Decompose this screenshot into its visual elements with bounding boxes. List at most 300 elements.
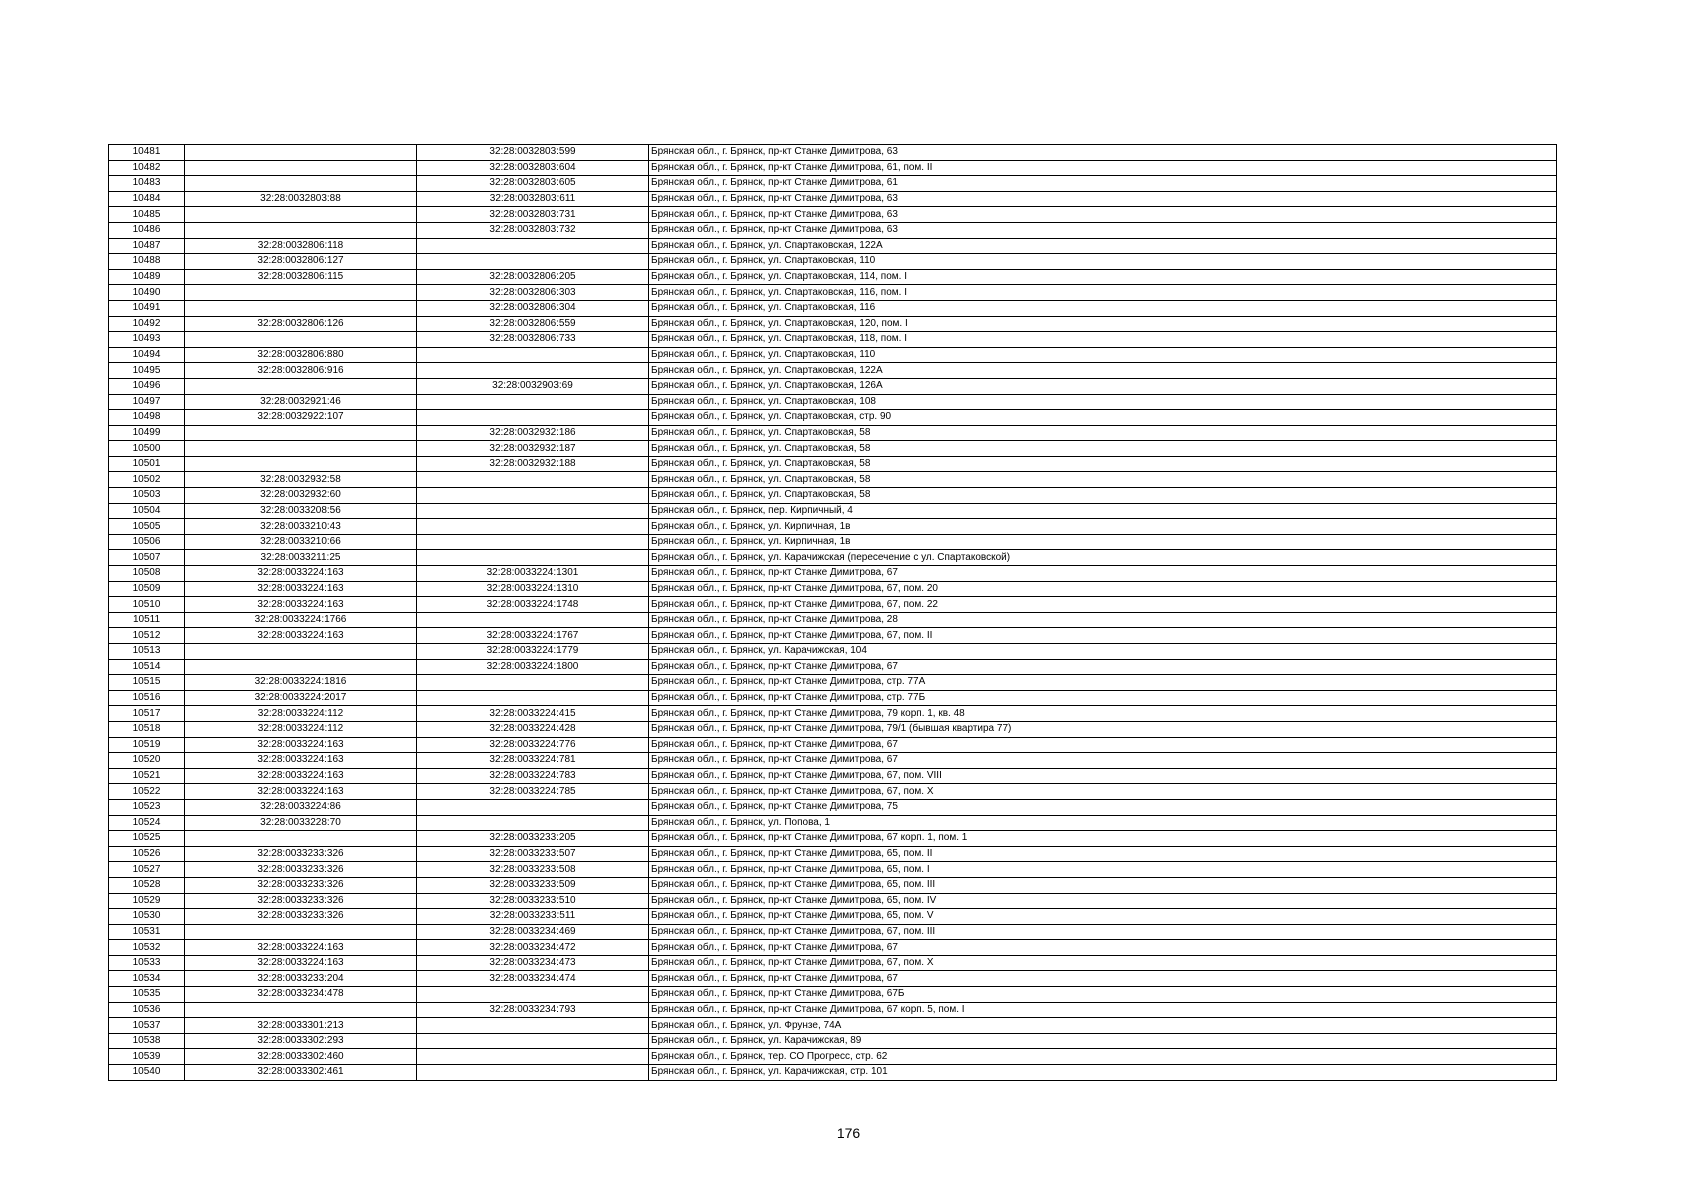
address-cell: Брянская обл., г. Брянск, пр-кт Станке Димитрова, 67 [649, 659, 1557, 675]
table-row [109, 378, 1557, 394]
object-cadastral-number-cell: 32:28:0033224:776 [417, 737, 649, 753]
table-row [109, 753, 1557, 769]
table-row [109, 612, 1557, 628]
object-cadastral-number-cell: 32:28:0033224:1779 [417, 644, 649, 660]
object-cadastral-number-cell: 32:28:0033234:793 [417, 1002, 649, 1018]
parcel-cadastral-number-cell: 32:28:0032921:46 [185, 394, 417, 410]
parcel-cadastral-number-cell: 32:28:0033233:204 [185, 971, 417, 987]
table-row [109, 410, 1557, 426]
table-row [109, 300, 1557, 316]
row-number-cell: 10490 [109, 285, 185, 301]
parcel-cadastral-number-cell [185, 285, 417, 301]
parcel-cadastral-number-cell: 32:28:0033224:163 [185, 581, 417, 597]
address-cell: Брянская обл., г. Брянск, пр-кт Станке Димитрова, 63 [649, 222, 1557, 238]
object-cadastral-number-cell: 32:28:0033233:510 [417, 893, 649, 909]
parcel-cadastral-number-cell [185, 300, 417, 316]
parcel-cadastral-number-cell: 32:28:0033211:25 [185, 550, 417, 566]
address-cell: Брянская обл., г. Брянск, ул. Кирпичная, 1в [649, 519, 1557, 535]
parcel-cadastral-number-cell: 32:28:0033210:43 [185, 519, 417, 535]
row-number-cell: 10493 [109, 332, 185, 348]
parcel-cadastral-number-cell: 32:28:0033234:478 [185, 987, 417, 1003]
table-row [109, 347, 1557, 363]
parcel-cadastral-number-cell [185, 1002, 417, 1018]
table-row [109, 784, 1557, 800]
parcel-cadastral-number-cell: 32:28:0033224:163 [185, 566, 417, 582]
address-cell: Брянская обл., г. Брянск, ул. Спартаковская, 122А [649, 363, 1557, 379]
address-cell: Брянская обл., г. Брянск, ул. Спартаковская, 58 [649, 456, 1557, 472]
object-cadastral-number-cell: 32:28:0033224:1800 [417, 659, 649, 675]
parcel-cadastral-number-cell [185, 222, 417, 238]
address-cell: Брянская обл., г. Брянск, пр-кт Станке Димитрова, 65, пом. I [649, 862, 1557, 878]
object-cadastral-number-cell: 32:28:0033233:509 [417, 877, 649, 893]
address-cell: Брянская обл., г. Брянск, ул. Спартаковская, 110 [649, 347, 1557, 363]
address-cell: Брянская обл., г. Брянск, ул. Попова, 1 [649, 815, 1557, 831]
parcel-cadastral-number-cell: 32:28:0033224:163 [185, 628, 417, 644]
parcel-cadastral-number-cell: 32:28:0033302:461 [185, 1065, 417, 1081]
address-cell: Брянская обл., г. Брянск, ул. Карачижская, стр. 101 [649, 1065, 1557, 1081]
table-row [109, 145, 1557, 161]
address-cell: Брянская обл., г. Брянск, пр-кт Станке Димитрова, 67 [649, 753, 1557, 769]
object-cadastral-number-cell [417, 550, 649, 566]
table-row [109, 254, 1557, 270]
row-number-cell: 10538 [109, 1033, 185, 1049]
object-cadastral-number-cell: 32:28:0033233:507 [417, 846, 649, 862]
object-cadastral-number-cell [417, 1049, 649, 1065]
row-number-cell: 10517 [109, 706, 185, 722]
row-number-cell: 10530 [109, 909, 185, 925]
address-cell: Брянская обл., г. Брянск, ул. Спартаковская, 58 [649, 441, 1557, 457]
table-row [109, 176, 1557, 192]
address-cell: Брянская обл., г. Брянск, ул. Спартаковская, 58 [649, 488, 1557, 504]
row-number-cell: 10497 [109, 394, 185, 410]
row-number-cell: 10505 [109, 519, 185, 535]
row-number-cell: 10528 [109, 877, 185, 893]
address-cell: Брянская обл., г. Брянск, пер. Кирпичный, 4 [649, 503, 1557, 519]
object-cadastral-number-cell [417, 815, 649, 831]
table-row [109, 987, 1557, 1003]
table-row [109, 628, 1557, 644]
table-row [109, 644, 1557, 660]
parcel-cadastral-number-cell [185, 924, 417, 940]
row-number-cell: 10487 [109, 238, 185, 254]
address-cell: Брянская обл., г. Брянск, ул. Фрунзе, 74А [649, 1018, 1557, 1034]
object-cadastral-number-cell [417, 347, 649, 363]
address-cell: Брянская обл., г. Брянск, пр-кт Станке Димитрова, стр. 77Б [649, 690, 1557, 706]
table-row [109, 581, 1557, 597]
parcel-cadastral-number-cell: 32:28:0032932:60 [185, 488, 417, 504]
object-cadastral-number-cell [417, 675, 649, 691]
parcel-cadastral-number-cell [185, 207, 417, 223]
table-row [109, 394, 1557, 410]
address-cell: Брянская обл., г. Брянск, ул. Карачижская, 104 [649, 644, 1557, 660]
cadastral-table [108, 144, 1557, 1081]
table-row [109, 706, 1557, 722]
address-cell: Брянская обл., г. Брянск, ул. Спартаковская, 58 [649, 425, 1557, 441]
row-number-cell: 10499 [109, 425, 185, 441]
table-row [109, 690, 1557, 706]
row-number-cell: 10531 [109, 924, 185, 940]
address-cell: Брянская обл., г. Брянск, ул. Спартаковская, 118, пом. I [649, 332, 1557, 348]
table-row [109, 550, 1557, 566]
address-cell: Брянская обл., г. Брянск, пр-кт Станке Димитрова, 61 [649, 176, 1557, 192]
row-number-cell: 10504 [109, 503, 185, 519]
row-number-cell: 10536 [109, 1002, 185, 1018]
table-row [109, 940, 1557, 956]
table-row [109, 862, 1557, 878]
table-row [109, 659, 1557, 675]
parcel-cadastral-number-cell: 32:28:0033224:163 [185, 768, 417, 784]
parcel-cadastral-number-cell [185, 176, 417, 192]
parcel-cadastral-number-cell [185, 160, 417, 176]
address-cell: Брянская обл., г. Брянск, пр-кт Станке Димитрова, 67, пом. 20 [649, 581, 1557, 597]
table-row [109, 519, 1557, 535]
row-number-cell: 10525 [109, 831, 185, 847]
object-cadastral-number-cell [417, 410, 649, 426]
address-cell: Брянская обл., г. Брянск, пр-кт Станке Димитрова, 67 [649, 971, 1557, 987]
parcel-cadastral-number-cell [185, 145, 417, 161]
table-row [109, 238, 1557, 254]
object-cadastral-number-cell [417, 534, 649, 550]
parcel-cadastral-number-cell: 32:28:0033224:112 [185, 721, 417, 737]
parcel-cadastral-number-cell: 32:28:0033233:326 [185, 893, 417, 909]
row-number-cell: 10537 [109, 1018, 185, 1034]
address-cell: Брянская обл., г. Брянск, ул. Карачижская (пересечение с ул. Спартаковской) [649, 550, 1557, 566]
address-cell: Брянская обл., г. Брянск, ул. Спартаковская, 108 [649, 394, 1557, 410]
object-cadastral-number-cell: 32:28:0032803:732 [417, 222, 649, 238]
table-row [109, 877, 1557, 893]
parcel-cadastral-number-cell [185, 831, 417, 847]
address-cell: Брянская обл., г. Брянск, пр-кт Станке Димитрова, 79 корп. 1, кв. 48 [649, 706, 1557, 722]
parcel-cadastral-number-cell [185, 644, 417, 660]
row-number-cell: 10514 [109, 659, 185, 675]
row-number-cell: 10534 [109, 971, 185, 987]
object-cadastral-number-cell: 32:28:0032803:604 [417, 160, 649, 176]
row-number-cell: 10523 [109, 799, 185, 815]
table-row [109, 955, 1557, 971]
table-row [109, 909, 1557, 925]
address-cell: Брянская обл., г. Брянск, ул. Карачижская, 89 [649, 1033, 1557, 1049]
table-row [109, 846, 1557, 862]
table-body [109, 145, 1557, 1081]
address-cell: Брянская обл., г. Брянск, пр-кт Станке Димитрова, 67, пом. III [649, 924, 1557, 940]
object-cadastral-number-cell: 32:28:0033224:428 [417, 721, 649, 737]
object-cadastral-number-cell [417, 363, 649, 379]
address-cell: Брянская обл., г. Брянск, ул. Спартаковская, 116 [649, 300, 1557, 316]
row-number-cell: 10491 [109, 300, 185, 316]
row-number-cell: 10481 [109, 145, 185, 161]
parcel-cadastral-number-cell: 32:28:0033224:163 [185, 753, 417, 769]
row-number-cell: 10508 [109, 566, 185, 582]
row-number-cell: 10513 [109, 644, 185, 660]
table-row [109, 566, 1557, 582]
row-number-cell: 10502 [109, 472, 185, 488]
table-row [109, 316, 1557, 332]
address-cell: Брянская обл., г. Брянск, ул. Спартаковская, 116, пом. I [649, 285, 1557, 301]
table-row [109, 456, 1557, 472]
table-row [109, 1018, 1557, 1034]
row-number-cell: 10532 [109, 940, 185, 956]
parcel-cadastral-number-cell: 32:28:0033233:326 [185, 877, 417, 893]
object-cadastral-number-cell: 32:28:0033234:469 [417, 924, 649, 940]
table-row [109, 721, 1557, 737]
address-cell: Брянская обл., г. Брянск, ул. Спартаковская, 58 [649, 472, 1557, 488]
address-cell: Брянская обл., г. Брянск, пр-кт Станке Димитрова, 28 [649, 612, 1557, 628]
object-cadastral-number-cell: 32:28:0032806:559 [417, 316, 649, 332]
address-cell: Брянская обл., г. Брянск, ул. Спартаковская, стр. 90 [649, 410, 1557, 426]
address-cell: Брянская обл., г. Брянск, ул. Кирпичная, 1в [649, 534, 1557, 550]
address-cell: Брянская обл., г. Брянск, пр-кт Станке Димитрова, 79/1 (бывшая квартира 77) [649, 721, 1557, 737]
table-row [109, 799, 1557, 815]
object-cadastral-number-cell [417, 612, 649, 628]
page-number: 176 [836, 1125, 861, 1141]
address-cell: Брянская обл., г. Брянск, пр-кт Станке Димитрова, 67, пом. X [649, 955, 1557, 971]
object-cadastral-number-cell: 32:28:0032932:187 [417, 441, 649, 457]
table-row [109, 1002, 1557, 1018]
parcel-cadastral-number-cell: 32:28:0033210:66 [185, 534, 417, 550]
table-row [109, 363, 1557, 379]
parcel-cadastral-number-cell: 32:28:0033224:86 [185, 799, 417, 815]
address-cell: Брянская обл., г. Брянск, пр-кт Станке Димитрова, 61, пом. II [649, 160, 1557, 176]
parcel-cadastral-number-cell: 32:28:0033224:163 [185, 737, 417, 753]
object-cadastral-number-cell: 32:28:0033233:511 [417, 909, 649, 925]
object-cadastral-number-cell: 32:28:0033233:508 [417, 862, 649, 878]
parcel-cadastral-number-cell: 32:28:0033224:2017 [185, 690, 417, 706]
object-cadastral-number-cell [417, 472, 649, 488]
row-number-cell: 10533 [109, 955, 185, 971]
table-row [109, 332, 1557, 348]
row-number-cell: 10507 [109, 550, 185, 566]
address-cell: Брянская обл., г. Брянск, пр-кт Станке Димитрова, стр. 77А [649, 675, 1557, 691]
table-row [109, 534, 1557, 550]
table-row [109, 675, 1557, 691]
address-cell: Брянская обл., г. Брянск, пр-кт Станке Димитрова, 63 [649, 207, 1557, 223]
object-cadastral-number-cell: 32:28:0032803:599 [417, 145, 649, 161]
row-number-cell: 10522 [109, 784, 185, 800]
object-cadastral-number-cell [417, 503, 649, 519]
address-cell: Брянская обл., г. Брянск, пр-кт Станке Димитрова, 63 [649, 145, 1557, 161]
row-number-cell: 10535 [109, 987, 185, 1003]
row-number-cell: 10492 [109, 316, 185, 332]
row-number-cell: 10540 [109, 1065, 185, 1081]
address-cell: Брянская обл., г. Брянск, пр-кт Станке Димитрова, 65, пом. III [649, 877, 1557, 893]
parcel-cadastral-number-cell: 32:28:0033224:1816 [185, 675, 417, 691]
row-number-cell: 10515 [109, 675, 185, 691]
address-cell: Брянская обл., г. Брянск, пр-кт Станке Димитрова, 75 [649, 799, 1557, 815]
object-cadastral-number-cell [417, 488, 649, 504]
parcel-cadastral-number-cell: 32:28:0033224:163 [185, 955, 417, 971]
parcel-cadastral-number-cell [185, 332, 417, 348]
row-number-cell: 10482 [109, 160, 185, 176]
row-number-cell: 10518 [109, 721, 185, 737]
row-number-cell: 10519 [109, 737, 185, 753]
parcel-cadastral-number-cell [185, 425, 417, 441]
row-number-cell: 10485 [109, 207, 185, 223]
address-cell: Брянская обл., г. Брянск, пр-кт Станке Димитрова, 67, пом. VIII [649, 768, 1557, 784]
parcel-cadastral-number-cell: 32:28:0032806:880 [185, 347, 417, 363]
row-number-cell: 10524 [109, 815, 185, 831]
parcel-cadastral-number-cell: 32:28:0033224:163 [185, 784, 417, 800]
object-cadastral-number-cell [417, 519, 649, 535]
row-number-cell: 10529 [109, 893, 185, 909]
object-cadastral-number-cell: 32:28:0033234:473 [417, 955, 649, 971]
table-row [109, 1065, 1557, 1081]
row-number-cell: 10506 [109, 534, 185, 550]
object-cadastral-number-cell [417, 799, 649, 815]
table-row [109, 269, 1557, 285]
object-cadastral-number-cell: 32:28:0033234:474 [417, 971, 649, 987]
row-number-cell: 10486 [109, 222, 185, 238]
table-row [109, 924, 1557, 940]
parcel-cadastral-number-cell: 32:28:0032806:127 [185, 254, 417, 270]
parcel-cadastral-number-cell: 32:28:0032803:88 [185, 191, 417, 207]
row-number-cell: 10501 [109, 456, 185, 472]
parcel-cadastral-number-cell: 32:28:0033224:163 [185, 940, 417, 956]
object-cadastral-number-cell: 32:28:0033224:1767 [417, 628, 649, 644]
address-cell: Брянская обл., г. Брянск, пр-кт Станке Димитрова, 67 [649, 737, 1557, 753]
object-cadastral-number-cell: 32:28:0032806:733 [417, 332, 649, 348]
object-cadastral-number-cell: 32:28:0032806:303 [417, 285, 649, 301]
address-cell: Брянская обл., г. Брянск, пр-кт Станке Димитрова, 65, пом. V [649, 909, 1557, 925]
table-row [109, 207, 1557, 223]
row-number-cell: 10484 [109, 191, 185, 207]
table-row [109, 285, 1557, 301]
parcel-cadastral-number-cell: 32:28:0033224:163 [185, 597, 417, 613]
parcel-cadastral-number-cell: 32:28:0033224:112 [185, 706, 417, 722]
parcel-cadastral-number-cell: 32:28:0032932:58 [185, 472, 417, 488]
address-cell: Брянская обл., г. Брянск, ул. Спартаковская, 110 [649, 254, 1557, 270]
parcel-cadastral-number-cell: 32:28:0033208:56 [185, 503, 417, 519]
address-cell: Брянская обл., г. Брянск, пр-кт Станке Димитрова, 67Б [649, 987, 1557, 1003]
parcel-cadastral-number-cell: 32:28:0032806:115 [185, 269, 417, 285]
address-cell: Брянская обл., г. Брянск, пр-кт Станке Димитрова, 67 корп. 5, пом. I [649, 1002, 1557, 1018]
row-number-cell: 10496 [109, 378, 185, 394]
row-number-cell: 10511 [109, 612, 185, 628]
parcel-cadastral-number-cell [185, 659, 417, 675]
row-number-cell: 10503 [109, 488, 185, 504]
address-cell: Брянская обл., г. Брянск, ул. Спартаковская, 120, пом. I [649, 316, 1557, 332]
row-number-cell: 10520 [109, 753, 185, 769]
table-row [109, 503, 1557, 519]
row-number-cell: 10539 [109, 1049, 185, 1065]
object-cadastral-number-cell [417, 394, 649, 410]
parcel-cadastral-number-cell: 32:28:0032806:118 [185, 238, 417, 254]
address-cell: Брянская обл., г. Брянск, пр-кт Станке Димитрова, 63 [649, 191, 1557, 207]
parcel-cadastral-number-cell: 32:28:0032806:126 [185, 316, 417, 332]
table-row [109, 831, 1557, 847]
address-cell: Брянская обл., г. Брянск, пр-кт Станке Димитрова, 65, пом. II [649, 846, 1557, 862]
parcel-cadastral-number-cell: 32:28:0033224:1766 [185, 612, 417, 628]
table-row [109, 893, 1557, 909]
row-number-cell: 10495 [109, 363, 185, 379]
object-cadastral-number-cell: 32:28:0033233:205 [417, 831, 649, 847]
address-cell: Брянская обл., г. Брянск, пр-кт Станке Димитрова, 67 [649, 566, 1557, 582]
table-row [109, 191, 1557, 207]
parcel-cadastral-number-cell: 32:28:0032806:916 [185, 363, 417, 379]
object-cadastral-number-cell [417, 690, 649, 706]
parcel-cadastral-number-cell: 32:28:0033302:293 [185, 1033, 417, 1049]
parcel-cadastral-number-cell: 32:28:0033302:460 [185, 1049, 417, 1065]
parcel-cadastral-number-cell: 32:28:0033233:326 [185, 909, 417, 925]
row-number-cell: 10526 [109, 846, 185, 862]
object-cadastral-number-cell: 32:28:0032932:186 [417, 425, 649, 441]
row-number-cell: 10512 [109, 628, 185, 644]
table-row [109, 1033, 1557, 1049]
table-row [109, 441, 1557, 457]
table-row [109, 971, 1557, 987]
parcel-cadastral-number-cell: 32:28:0033301:213 [185, 1018, 417, 1034]
row-number-cell: 10500 [109, 441, 185, 457]
address-cell: Брянская обл., г. Брянск, пр-кт Станке Димитрова, 65, пом. IV [649, 893, 1557, 909]
row-number-cell: 10488 [109, 254, 185, 270]
table-row [109, 768, 1557, 784]
table-row [109, 425, 1557, 441]
object-cadastral-number-cell [417, 987, 649, 1003]
object-cadastral-number-cell [417, 1065, 649, 1081]
parcel-cadastral-number-cell [185, 456, 417, 472]
table-row [109, 222, 1557, 238]
object-cadastral-number-cell: 32:28:0032803:731 [417, 207, 649, 223]
object-cadastral-number-cell: 32:28:0033224:781 [417, 753, 649, 769]
object-cadastral-number-cell: 32:28:0033224:1301 [417, 566, 649, 582]
object-cadastral-number-cell: 32:28:0033224:1748 [417, 597, 649, 613]
address-cell: Брянская обл., г. Брянск, ул. Спартаковская, 126А [649, 378, 1557, 394]
parcel-cadastral-number-cell [185, 441, 417, 457]
table-row [109, 815, 1557, 831]
parcel-cadastral-number-cell: 32:28:0033233:326 [185, 862, 417, 878]
address-cell: Брянская обл., г. Брянск, пр-кт Станке Димитрова, 67, пом. X [649, 784, 1557, 800]
object-cadastral-number-cell: 32:28:0033234:472 [417, 940, 649, 956]
object-cadastral-number-cell: 32:28:0033224:415 [417, 706, 649, 722]
row-number-cell: 10494 [109, 347, 185, 363]
row-number-cell: 10489 [109, 269, 185, 285]
table-row [109, 737, 1557, 753]
object-cadastral-number-cell: 32:28:0032806:205 [417, 269, 649, 285]
object-cadastral-number-cell: 32:28:0032806:304 [417, 300, 649, 316]
table-row [109, 472, 1557, 488]
object-cadastral-number-cell: 32:28:0032932:188 [417, 456, 649, 472]
object-cadastral-number-cell [417, 238, 649, 254]
table-row [109, 488, 1557, 504]
object-cadastral-number-cell: 32:28:0032803:611 [417, 191, 649, 207]
table-row [109, 597, 1557, 613]
table-row [109, 160, 1557, 176]
parcel-cadastral-number-cell: 32:28:0032922:107 [185, 410, 417, 426]
table-row [109, 1049, 1557, 1065]
object-cadastral-number-cell: 32:28:0033224:783 [417, 768, 649, 784]
address-cell: Брянская обл., г. Брянск, ул. Спартаковская, 122А [649, 238, 1557, 254]
object-cadastral-number-cell: 32:28:0032803:605 [417, 176, 649, 192]
address-cell: Брянская обл., г. Брянск, пр-кт Станке Димитрова, 67 [649, 940, 1557, 956]
row-number-cell: 10527 [109, 862, 185, 878]
object-cadastral-number-cell: 32:28:0032903:69 [417, 378, 649, 394]
row-number-cell: 10483 [109, 176, 185, 192]
row-number-cell: 10521 [109, 768, 185, 784]
address-cell: Брянская обл., г. Брянск, пр-кт Станке Димитрова, 67, пом. II [649, 628, 1557, 644]
object-cadastral-number-cell [417, 1018, 649, 1034]
parcel-cadastral-number-cell [185, 378, 417, 394]
parcel-cadastral-number-cell: 32:28:0033233:326 [185, 846, 417, 862]
row-number-cell: 10498 [109, 410, 185, 426]
address-cell: Брянская обл., г. Брянск, пр-кт Станке Димитрова, 67 корп. 1, пом. 1 [649, 831, 1557, 847]
row-number-cell: 10509 [109, 581, 185, 597]
address-cell: Брянская обл., г. Брянск, пр-кт Станке Димитрова, 67, пом. 22 [649, 597, 1557, 613]
object-cadastral-number-cell: 32:28:0033224:785 [417, 784, 649, 800]
parcel-cadastral-number-cell: 32:28:0033228:70 [185, 815, 417, 831]
object-cadastral-number-cell [417, 254, 649, 270]
row-number-cell: 10510 [109, 597, 185, 613]
address-cell: Брянская обл., г. Брянск, тер. СО Прогресс, стр. 62 [649, 1049, 1557, 1065]
object-cadastral-number-cell [417, 1033, 649, 1049]
